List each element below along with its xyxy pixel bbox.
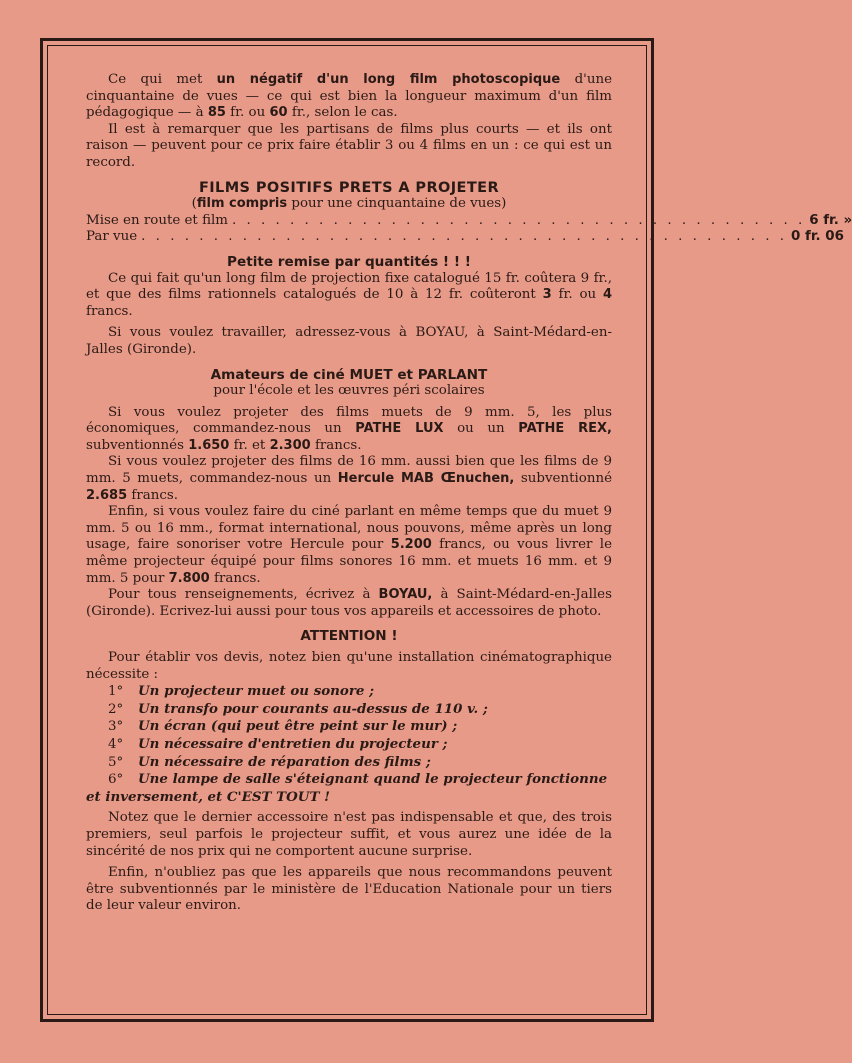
document-body [86, 72, 852, 915]
cine-heading: Amateurs de ciné MUET et PARLANT [210, 366, 488, 383]
attention-heading: ATTENTION ! [300, 628, 398, 645]
list-item: 2° Un transfo pour courants au-dessus de 110 v. ; [108, 700, 488, 717]
list-item: 5° Un nécessaire de réparation des films ; [108, 753, 431, 770]
cine-paragraph-1: Si vous voulez projeter des films muets de 9 mm. 5, les plus économiques, commandez-nous un PATHE LUX ou un PATHE REX, subventionnés 1.650 fr. et 2.300 francs. [86, 404, 612, 453]
short-films-paragraph: Il est à remarquer que les partisans de films plus courts — et ils ont raison — peuvent pour ce prix faire établir 3 ou 4 films en un : ce qui est un record. [86, 121, 612, 170]
list-item: 6° Une lampe de salle s'éteignant quand le projecteur fonctionne [108, 771, 608, 788]
attention-intro: Pour établir vos devis, notez bien qu'une installation cinématographique nécessite : [86, 650, 612, 682]
list-item-continuation: et inversement, et C'EST TOUT ! [86, 788, 330, 805]
remise-heading: Petite remise par quantités ! ! ! [227, 253, 471, 270]
attention-note-paragraph: Notez que le dernier accessoire n'est pas indispensable et que, des trois premiers, seul parfois le projecteur suffit, et vous aurez une idée de la sincérité de nos prix qui ne comportent aucune surprise. [86, 810, 612, 859]
list-item: 3° Un écran (qui peut être peint sur le mur) ; [108, 718, 458, 735]
cine-paragraph-3: Enfin, si vous voulez faire du ciné parlant en même temps que du muet 9 mm. 5 ou 16 mm., format international, nous pouvons, même après un long usage, faire sonoriser votre Hercule pour 5.200 francs, ou vous livrer le même projecteur équipé pour films sonores 16 mm. et muets 16 mm. et 9 mm. 5 pour 7.800 francs. [86, 504, 613, 586]
films-subheading: (film compris pour une cinquantaine de vues) [191, 196, 507, 212]
remise-paragraph: Ce qui fait qu'un long film de projection fixe catalogué 15 fr. coûtera 9 fr., et que des films rationnels catalogués de 10 à 12 fr. coûteront 3 fr. ou 4 francs. [86, 270, 612, 319]
films-heading: FILMS POSITIFS PRETS A PROJETER [198, 179, 500, 196]
requirements-list [86, 683, 612, 805]
subsidy-paragraph: Enfin, n'oubliez pas que les appareils que nous recommandons peuvent être subventionnés par le ministère de l'Education Nationale pour un tiers de leur valeur environ. [86, 865, 612, 914]
cine-paragraph-2: Si vous voulez projeter des films de 16 mm. aussi bien que les films de 9 mm. 5 muets, commandez-nous un Hercule MAB Œnuchen, subventionné 2.685 francs. [86, 454, 612, 503]
price-row-setup: Mise en route et film . . . . . . . . . . . . . . . . . . . . . . . . . . . . . . . . . . . . . . . . 6 fr. » [86, 212, 852, 228]
list-item: 4° Un nécessaire d'entretien du projecteur ; [108, 735, 448, 752]
cine-subheading: pour l'école et les œuvres péri scolaires [213, 383, 485, 399]
intro-paragraph: Ce qui met un négatif d'un long film photoscopique d'une cinquantaine de vues — ce qui est bien la longueur maximum d'un film pédagogique — à 85 fr. ou 60 fr., selon le cas. [86, 72, 612, 121]
contact-paragraph: Si vous voulez travailler, adressez-vous à BOYAU, à Saint-Médard-en-Jalles (Gironde). [86, 325, 612, 357]
list-item: 1° Un projecteur muet ou sonore ; [108, 683, 375, 700]
price-row-per-view: Par vue . . . . . . . . . . . . . . . . . . . . . . . . . . . . . . . . . . . . . . . . . . . . . 0 fr. 06 [86, 229, 844, 245]
cine-paragraph-4: Pour tous renseignements, écrivez à BOYAU, à Saint-Médard-en-Jalles (Gironde). Ecrivez-lui aussi pour tous vos appareils et accessoires de photo. [86, 587, 612, 619]
